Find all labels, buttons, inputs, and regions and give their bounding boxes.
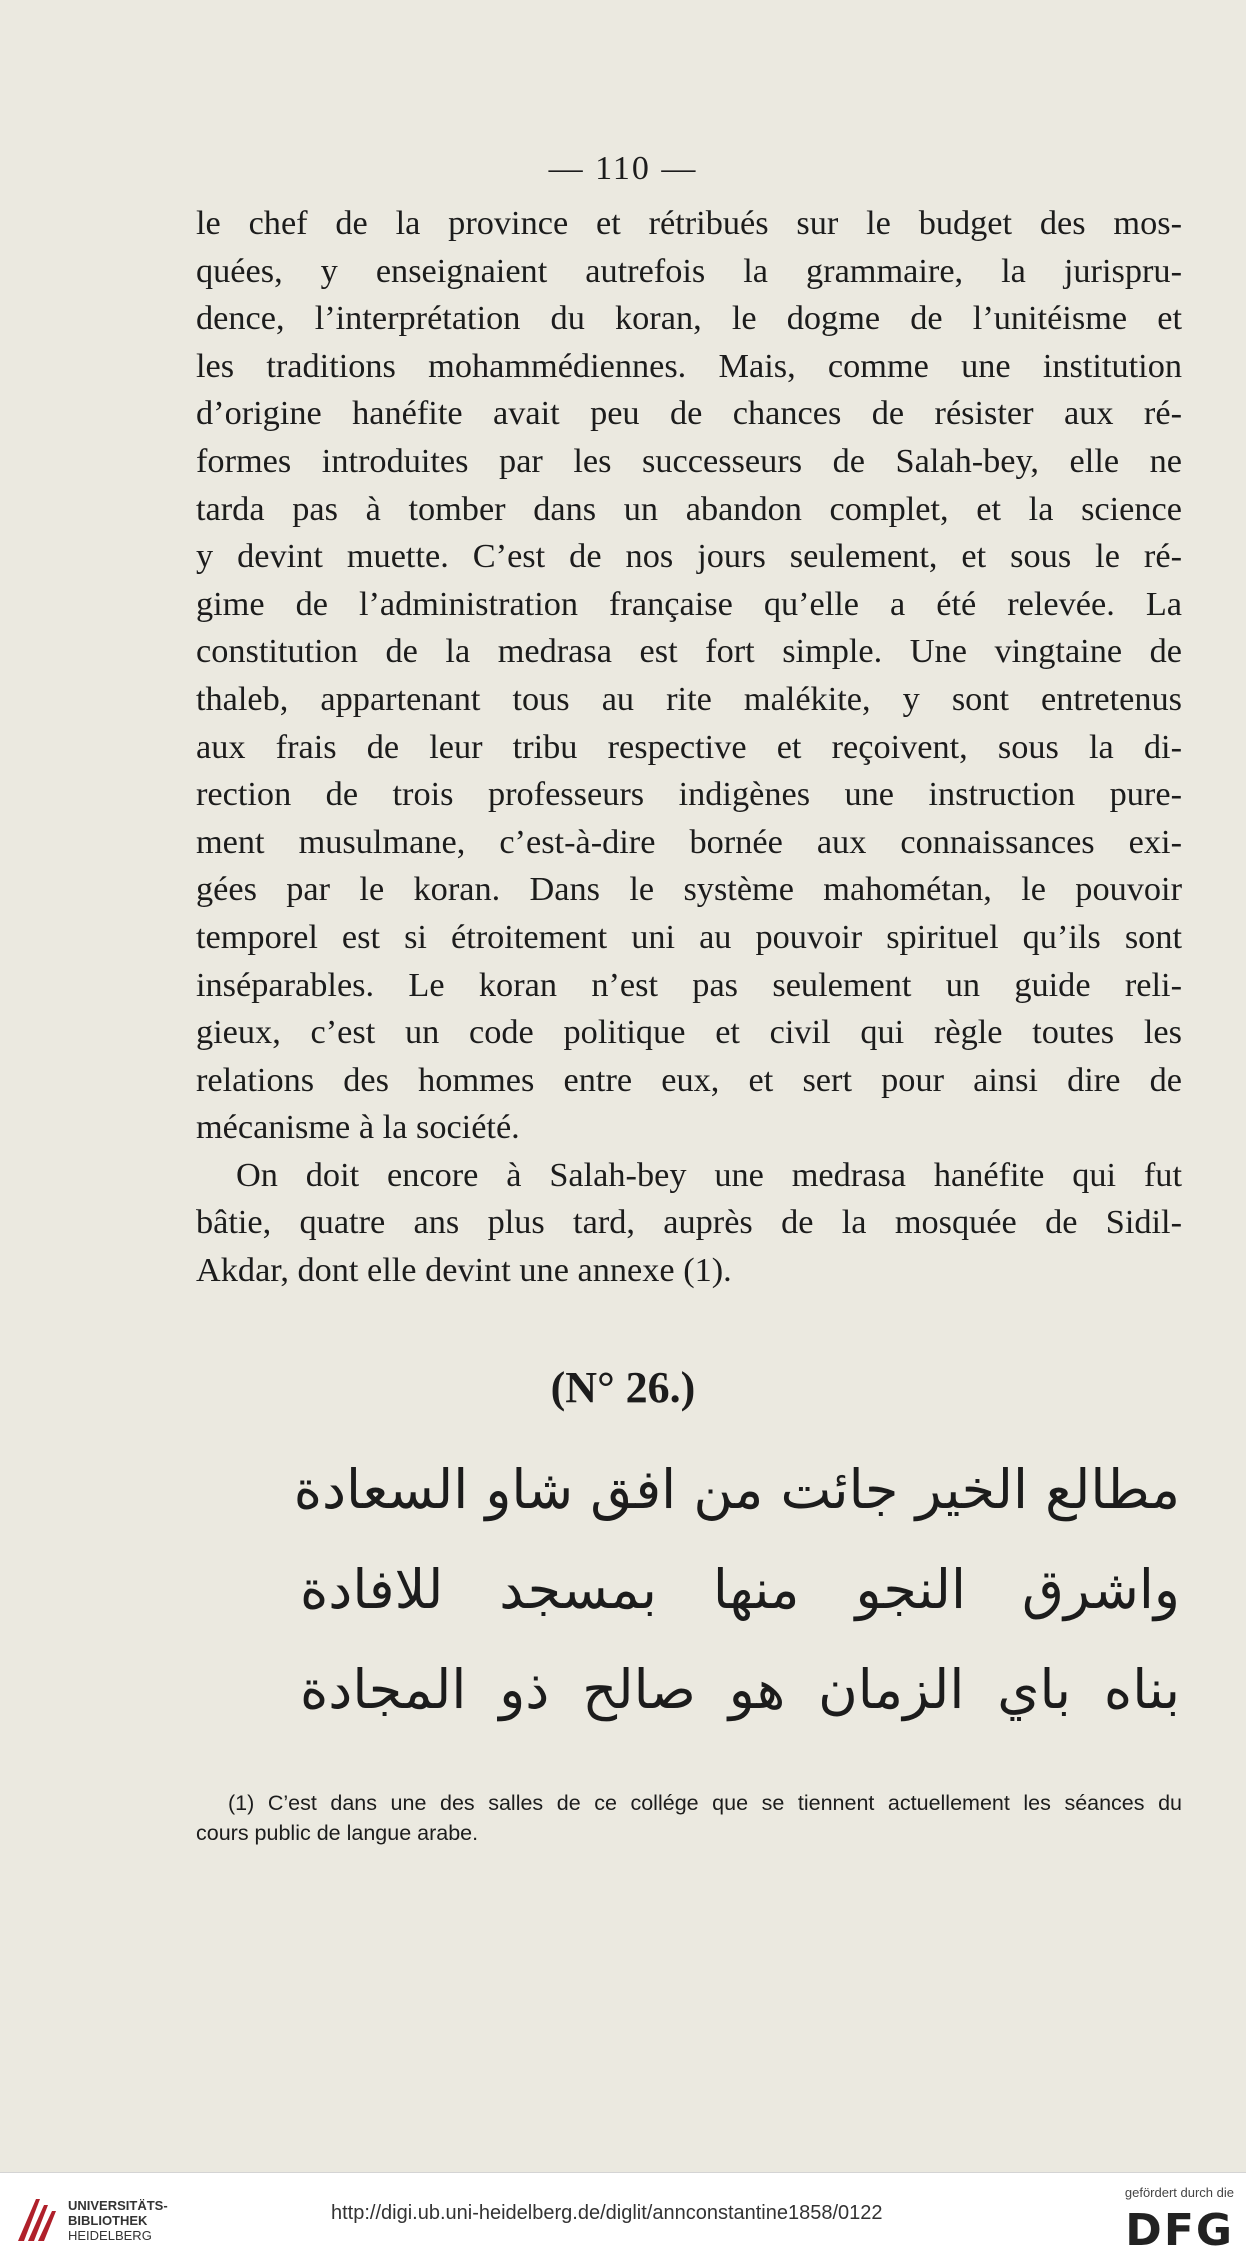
library-name-line: UNIVERSITÄTS-	[68, 2198, 168, 2213]
text-line: quées, y enseignaient autrefois la grammaire, la jurispru-	[196, 251, 1182, 290]
text-line: bâtie, quatre ans plus tard, auprès de la mosquée de Sidil-	[196, 1203, 1182, 1242]
library-logo-icon	[14, 2195, 60, 2245]
footer-bar	[0, 2172, 1246, 2263]
inscription-line: واشرق النجو منها بمسجد للافادة	[300, 1558, 1180, 1621]
text-line: gime de l’administration française qu’elle a été relevée. La	[196, 584, 1182, 623]
text-line: formes introduites par les successeurs de Salah-bey, elle ne	[196, 441, 1182, 480]
text-line: mécanisme à la société.	[196, 1108, 520, 1147]
text-line: On doit encore à Salah-bey une medrasa hanéfite qui fut	[236, 1155, 1182, 1194]
text-line: rection de trois professeurs indigènes une instruction pure-	[196, 775, 1182, 814]
text-line: aux frais de leur tribu respective et reçoivent, sous la di-	[196, 727, 1182, 766]
footnote	[196, 1788, 1182, 1848]
footnote-line: cours public de langue arabe.	[196, 1821, 479, 1845]
text-line: gieux, c’est un code politique et civil qui règle toutes les	[196, 1013, 1182, 1052]
text-line: le chef de la province et rétribués sur le budget des mos-	[196, 204, 1182, 242]
page-number: — 110 —	[548, 150, 698, 187]
text-line: les traditions mohammédiennes. Mais, comme une institution	[196, 346, 1182, 385]
text-line: relations des hommes entre eux, et sert pour ainsi dire de	[196, 1060, 1182, 1099]
text-line: gées par le koran. Dans le système mahométan, le pouvoir	[196, 870, 1182, 909]
inscription-title: (N° 26.)	[550, 1363, 696, 1412]
library-name-line: HEIDELBERG	[68, 2228, 152, 2243]
arabic-inscription	[293, 1440, 1180, 1740]
library-name-line: BIBLIOTHEK	[68, 2213, 148, 2228]
inscription-line: بناه باي الزمان هو صالح ذو المجادة	[300, 1658, 1180, 1721]
text-line: ment musulmane, c’est-à-dire bornée aux connaissances exi-	[196, 822, 1182, 861]
funding-label: gefördert durch die	[1124, 2185, 1234, 2200]
text-line: temporel est si étroitement uni au pouvoir spirituel qu’ils sont	[196, 917, 1182, 956]
text-line: thaleb, appartenant tous au rite malékite, y sont entretenus	[196, 679, 1182, 718]
dfg-logo: DFG	[1125, 2205, 1234, 2256]
text-line: inséparables. Le koran n’est pas seulement un guide reli-	[196, 965, 1182, 1004]
text-line: dence, l’interprétation du koran, le dogme de l’unitéisme et	[196, 299, 1182, 338]
library-name	[68, 2198, 168, 2243]
text-line: y devint muette. C’est de nos jours seulement, et sous le ré-	[196, 537, 1182, 576]
footnote-line: (1) C’est dans une des salles de ce collége que se tiennent actuellement les séances du	[228, 1791, 1182, 1815]
text-line: constitution de la medrasa est fort simple. Une vingtaine de	[196, 632, 1182, 671]
text-line: tarda pas à tomber dans un abandon complet, et la science	[196, 489, 1182, 528]
text-line: Akdar, dont elle devint une annexe (1).	[196, 1251, 732, 1290]
text-line: d’origine hanéfite avait peu de chances de résister aux ré-	[196, 394, 1182, 433]
permalink-url[interactable]: http://digi.ub.uni-heidelberg.de/diglit/annconstantine1858/0122	[331, 2202, 883, 2224]
inscription-line: مطالع الخير جائت من افق شاو السعادة	[293, 1458, 1180, 1521]
body-text	[196, 200, 1182, 1295]
